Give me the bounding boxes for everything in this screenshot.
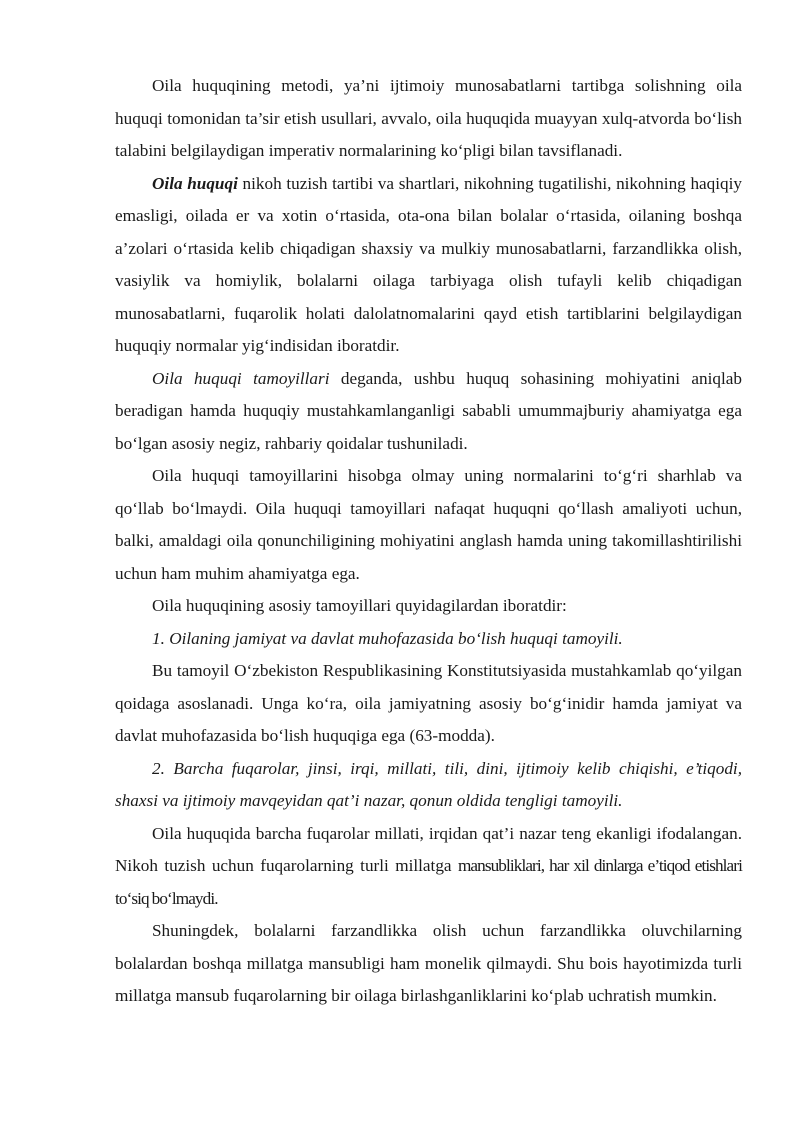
paragraph-adoption: Shuningdek, bolalarni farzandlikka olish uchun farzandlikka oluvchilarning bolalardan boshqa millatga mansubligi ham monelik qilmaydi. Shu bois hayotimizda turli millatga mansub fuqarolarning bir oilaga birlashganliklarini ko‘plab uchratish mumkin.: [115, 921, 742, 1005]
principle-heading-2: 2. Barcha fuqarolar, jinsi, irqi, millati, tili, dini, ijtimoiy kelib chiqishi, e’tiqodi, shaxsi va ijtimoiy mavqeyidan qat’i nazar, qonun oldida tengligi tamoyili.: [115, 758, 742, 810]
paragraph-principles-definition: [115, 363, 742, 461]
paragraph-principle-1: Bu tamoyil O‘zbekiston Respublikasining Konstitutsiyasida mustahkamlab qo‘yilgan qoidaga asoslanadi. Unga ko‘ra, oila jamiyatning asosiy bo‘g‘inidir hamda jamiyat va davlat muhofazasida bo‘lish huquqiga ega (63-modda).: [115, 661, 742, 745]
equality-text: Oila huquqida barcha fuqarolar millati, irqidan qat’i nazar teng ekanligi ifodalangan. Nikoh tuzish uchun fuqarolarning turli millatga: [115, 823, 742, 875]
document-page: [115, 70, 742, 1013]
term-principles: Oila huquqi tamoyillari: [152, 368, 330, 388]
paragraph-principles-importance: Oila huquqi tamoyillarini hisobga olmay uning normalarini to‘g‘ri sharhlab va qo‘llab bo‘lmaydi. Oila huquqi tamoyillari nafaqat huquqni qo‘llash amaliyoti uchun, balki, amaldagi oila qonunchiligining mohiyatini anglash hamda uning takomillashtirilishi uchun ham muhim ahamiyatga ega.: [115, 466, 742, 583]
principles-text: deganda, ushbu huquq sohasining mohiyatini aniqlab beradigan hamda huquqiy mustahkamlanganligi sababli umummajburiy ahamiyatga ega bo‘lgan asosiy negiz, rahbariy qoidalar tushuniladi.: [115, 368, 742, 453]
principle-heading-1: 1. Oilaning jamiyat va davlat muhofazasida bo‘lish huquqi tamoyili.: [152, 628, 623, 648]
definition-text: nikoh tuzish tartibi va shartlari, nikohning tugatilishi, nikohning haqiqiy emasligi, oilada er va xotin o‘rtasida, ota-ona bilan bolalar o‘rtasida, oilaning boshqa a’zolari o‘rtasida kelib chiqadigan shaxsiy va mulkiy munosabatlarni, farzandlikka olish, vasiylik va homiylik, bolalarni oilaga tarbiyaga olish tufayli kelib chiqadigan munosabatlarni, fuqarolik holati dalolatnomalarini qayd etish tartiblarini belgilaydigan huquqiy normalar yig‘indisidan iboratdir.: [115, 173, 742, 355]
paragraph-method: Oila huquqining metodi, ya’ni ijtimoiy munosabatlarni tartibga solishning oila huquqi tomonidan ta’sir etish usullari, avvalo, oila huquqida muayyan xulq-atvorda bo‘lish talabini belgilaydigan imperativ normalarining ko‘pligi bilan tavsiflanadi.: [115, 76, 742, 160]
paragraph-family-law-definition: [115, 168, 742, 363]
paragraph-principles-list-intro: Oila huquqining asosiy tamoyillari quyidagilardan iboratdir:: [152, 596, 567, 615]
paragraph-principle-2: [115, 818, 742, 916]
term-family-law: Oila huquqi: [152, 173, 238, 193]
equality-text-condensed: mansubliklari, har xil dinlarga e’tiqod etishlari to‘siq bo‘lmaydi.: [115, 856, 742, 908]
